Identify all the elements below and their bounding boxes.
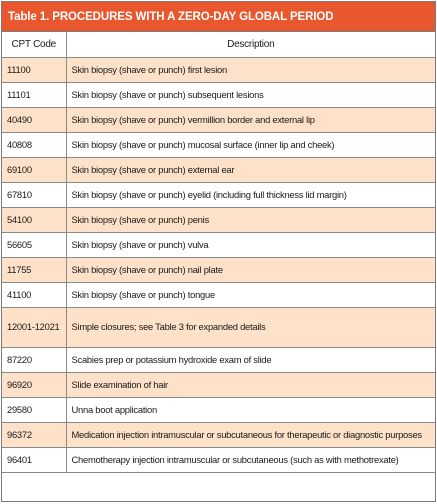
description-cell: Skin biopsy (shave or punch) subsequent lesions xyxy=(66,82,435,107)
cpt-code-cell: 56605 xyxy=(2,232,66,257)
cpt-code-cell: 96372 xyxy=(2,422,66,447)
procedures-table xyxy=(2,32,435,473)
description-cell: Skin biopsy (shave or punch) first lesion xyxy=(66,57,435,82)
table-row xyxy=(2,447,435,472)
cpt-code-cell: 11755 xyxy=(2,257,66,282)
cpt-code-cell: 96401 xyxy=(2,447,66,472)
cpt-code-cell: 29580 xyxy=(2,397,66,422)
table-row xyxy=(2,397,435,422)
table-row xyxy=(2,257,435,282)
cpt-code-cell: 11101 xyxy=(2,82,66,107)
table-row xyxy=(2,132,435,157)
description-cell: Unna boot application xyxy=(66,397,435,422)
description-cell: Skin biopsy (shave or punch) tongue xyxy=(66,282,435,307)
table-row xyxy=(2,282,435,307)
cpt-code-cell: 40490 xyxy=(2,107,66,132)
table-row xyxy=(2,347,435,372)
description-cell: Slide examination of hair xyxy=(66,372,435,397)
cpt-code-cell: 54100 xyxy=(2,207,66,232)
cpt-code-cell: 41100 xyxy=(2,282,66,307)
cpt-code-cell: 11100 xyxy=(2,57,66,82)
description-cell: Skin biopsy (shave or punch) eyelid (including full thickness lid margin) xyxy=(66,182,435,207)
table-row xyxy=(2,182,435,207)
description-cell: Chemotherapy injection intramuscular or subcutaneous (such as with methotrexate) xyxy=(66,447,435,472)
table-row xyxy=(2,157,435,182)
description-cell: Simple closures; see Table 3 for expanded details xyxy=(66,307,435,347)
column-header-description: Description xyxy=(66,32,435,57)
table-row xyxy=(2,207,435,232)
table-row xyxy=(2,107,435,132)
table-row xyxy=(2,422,435,447)
description-cell: Skin biopsy (shave or punch) mucosal surface (inner lip and cheek) xyxy=(66,132,435,157)
description-cell: Skin biopsy (shave or punch) penis xyxy=(66,207,435,232)
cpt-code-cell: 87220 xyxy=(2,347,66,372)
description-cell: Scabies prep or potassium hydroxide exam of slide xyxy=(66,347,435,372)
table-title: Table 1. PROCEDURES WITH A ZERO-DAY GLOBAL PERIOD xyxy=(2,2,435,32)
table-row xyxy=(2,372,435,397)
cpt-code-cell: 96920 xyxy=(2,372,66,397)
procedures-table-container xyxy=(1,1,436,502)
cpt-code-cell: 67810 xyxy=(2,182,66,207)
description-cell: Skin biopsy (shave or punch) external ear xyxy=(66,157,435,182)
table-row xyxy=(2,307,435,347)
cpt-code-cell: 69100 xyxy=(2,157,66,182)
description-cell: Skin biopsy (shave or punch) vulva xyxy=(66,232,435,257)
description-cell: Skin biopsy (shave or punch) vermillion border and external lip xyxy=(66,107,435,132)
column-header-cpt-code: CPT Code xyxy=(2,32,66,57)
table-row xyxy=(2,57,435,82)
table-header-row xyxy=(2,32,435,57)
table-row xyxy=(2,232,435,257)
description-cell: Medication injection intramuscular or subcutaneous for therapeutic or diagnostic purposes xyxy=(66,422,435,447)
cpt-code-cell: 12001-12021 xyxy=(2,307,66,347)
cpt-code-cell: 40808 xyxy=(2,132,66,157)
table-body xyxy=(2,57,435,472)
description-cell: Skin biopsy (shave or punch) nail plate xyxy=(66,257,435,282)
table-row xyxy=(2,82,435,107)
